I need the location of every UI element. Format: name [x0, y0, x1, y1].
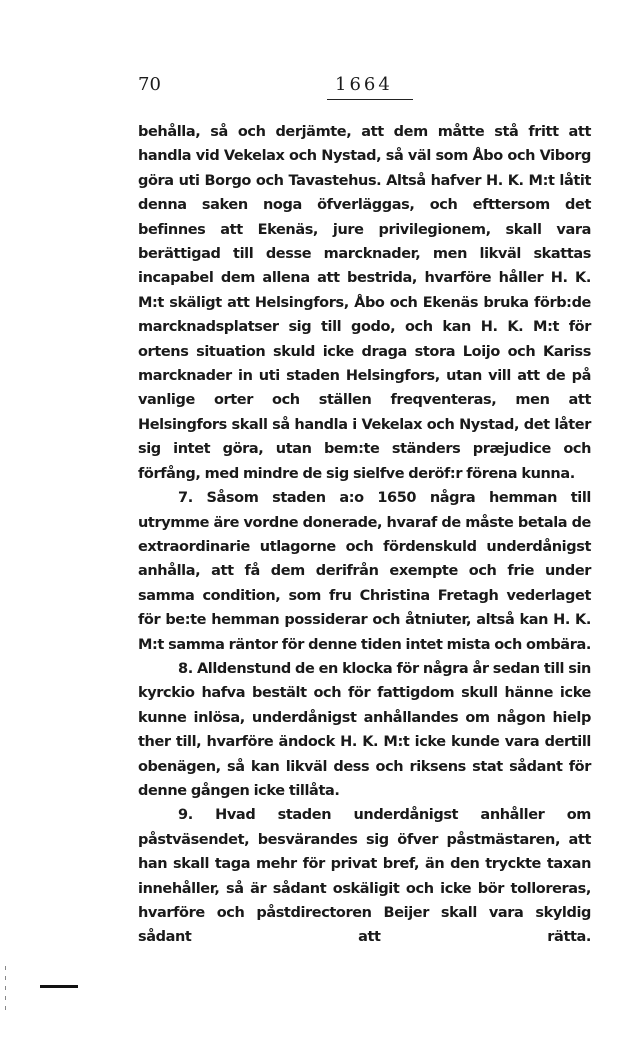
margin-dash-mark [40, 985, 78, 988]
header-rule [327, 99, 413, 100]
page-header [138, 74, 590, 104]
body-text [138, 120, 591, 950]
paragraph-continuation: behålla, så och derjämte, att dem måtte stå fritt att handla vid Vekelax och Nystad, så väl som Åbo och Viborg göra uti Borgo och Tavastehus. Altså hafver H. K. M:t låtit denna saken noga öfverläggas, och efttersom det befinnes att Ekenäs, jure privilegionem, skall vara berättigad till desse marcknader, men likväl skattas incapabel dem allena att bestrida, hvarföre håller H. K. M:t skäligt att Helsingfors, Åbo och Ekenäs bruka förb:de marcknadsplatser sig till godo, och kan H. K. M:t för ortens situation skuld icke draga stora Loijo och Kariss marcknader in uti staden Helsingfors, utan vill att de på vanlige orter och ställen freqventeras, men att Helsingfors skall så handla i Vekelax och Nystad, det låter sig intet göra, utan bem:te ständers præjudice och förfång, med mindre de sig sielfve deröf:r förena kunna. [138, 124, 591, 482]
scan-edge-marks [5, 966, 7, 1014]
paragraph-section-9: 9. Hvad staden underdånigst anhåller om påstväsendet, besvärandes sig öfver påstmästaren, att han skall taga mehr för privat bref, än den tryckte taxan innehåller, så är sådant oskäligit och icke bör tolloreras, hvarföre och påstdirectoren Beijer skall vara skyldig sådant att rätta. [138, 807, 591, 946]
page-number: 70 [138, 74, 161, 95]
paragraph-section-7: 7. Såsom staden a:o 1650 några hemman till utrymme äre vordne donerade, hvaraf de måste betala de extraordinarie utlagorne och fördenskuld underdånigst anhålla, att få dem derifrån exempte och frie under samma condition, som fru Christina Fretagh vederlaget för be:te hemman possiderar och åtniuter, altså kan H. K. M:t samma räntor för denne tiden intet mista och ombära. [138, 490, 591, 653]
running-head-year: 1664 [335, 74, 393, 95]
paragraph-section-8: 8. Alldenstund de en klocka för några år sedan till sin kyrckio hafva bestält och för fattigdom skull hänne icke kunne inlösa, underdånigst anhållandes om någon hielp ther till, hvarföre ändock H. K. M:t icke kunde vara dertill obenägen, så kan likväl dess och riksens stat sådant för denne gången icke tillåta. [138, 660, 591, 799]
